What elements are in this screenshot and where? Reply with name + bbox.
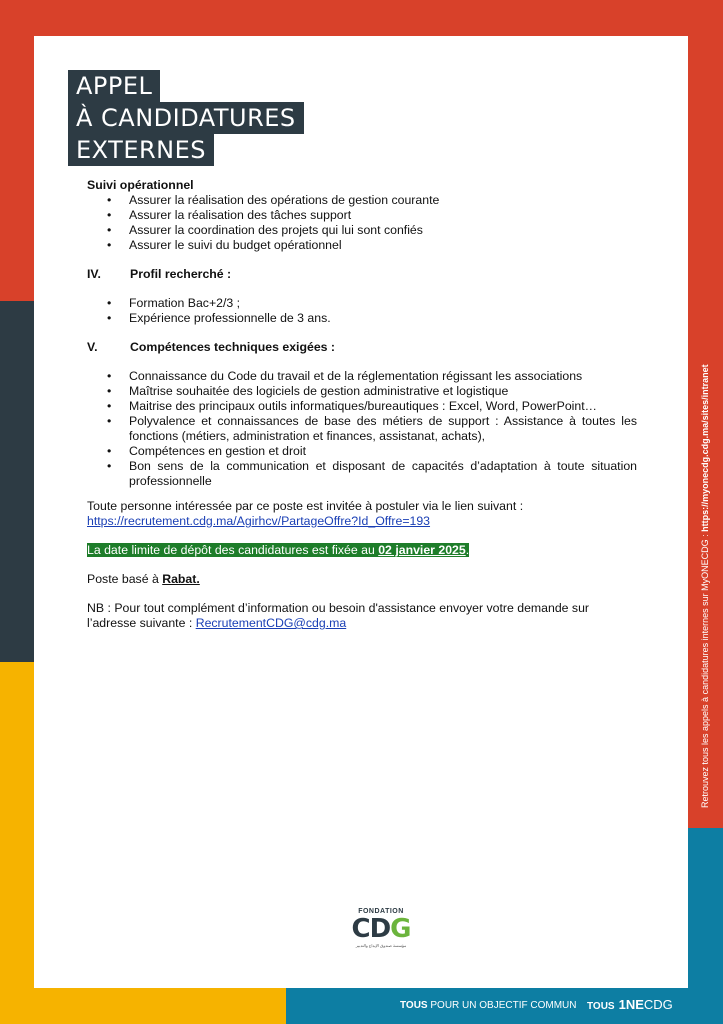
slogan-bold: TOUS <box>400 1000 428 1011</box>
nb-line <box>87 601 637 631</box>
list-item: • Assurer la coordination des projets qui lui sont confiés <box>107 223 637 238</box>
deadline-text: La date limite de dépôt des candidatures est fixée au <box>87 543 379 557</box>
profil-number: IV. <box>87 267 101 281</box>
frame-left-yellow-band <box>0 662 34 1024</box>
competences-list <box>107 369 637 489</box>
frame-left-red-band <box>0 36 34 301</box>
footer-slogan <box>400 1000 577 1011</box>
side-text: Retrouvez tous les appels à candidatures internes sur MyONECDG : <box>700 531 710 808</box>
brand-cdg: CDG <box>643 997 673 1012</box>
list-item: • Assurer le suivi du budget opérationnel <box>107 238 637 253</box>
logo-top-text: FONDATION <box>358 908 404 915</box>
nb-text: NB : Pour tout complément d’information ou besoin d'assistance envoyer votre demande sur l’adresse suivante : <box>87 601 590 630</box>
logo-mark <box>340 915 422 943</box>
slogan-rest: POUR UN OBJECTIF COMMUN <box>427 1000 577 1011</box>
brand-tous: TOUS <box>587 1001 615 1012</box>
competences-number: V. <box>87 340 98 354</box>
suivi-list <box>107 193 637 253</box>
list-item: • Polyvalence et connaissances de base des métiers de support : Assistance à toutes les fonctions (métiers, administration et finances, assistanat, achats), <box>107 414 637 444</box>
deadline-line <box>87 543 637 558</box>
frame-top-band <box>0 0 723 36</box>
title-line-2: À CANDIDATURES <box>68 102 304 134</box>
location-line <box>87 572 637 587</box>
logo-mark-b: G <box>390 914 411 944</box>
frame-left-dark-band <box>0 301 34 662</box>
footer-brand <box>587 997 673 1012</box>
list-item: • Assurer la réalisation des tâches support <box>107 208 637 223</box>
apply-text: Toute personne intéressée par ce poste est invitée à postuler via le lien suivant : <box>87 499 524 513</box>
apply-link[interactable]: https://recrutement.cdg.ma/Agirhcv/PartageOffre?Id_Offre=193 <box>87 514 431 528</box>
profil-heading <box>87 267 637 282</box>
location-text: Poste basé à <box>87 572 163 586</box>
list-item: • Maîtrise souhaitée des logiciels de gestion administrative et logistique <box>107 384 637 399</box>
fondation-cdg-logo <box>340 908 422 970</box>
profil-list <box>107 296 637 326</box>
list-item: • Compétences en gestion et droit <box>107 444 637 459</box>
deadline-end: . <box>465 543 470 557</box>
suivi-heading: Suivi opérationnel <box>87 178 194 192</box>
deadline-date: 02 janvier 2025 <box>378 543 466 557</box>
list-item: • Maitrise des principaux outils informatiques/bureautiques : Excel, Word, PowerPoint… <box>107 399 637 414</box>
location-city: Rabat. <box>162 572 200 586</box>
competences-heading <box>87 340 637 355</box>
frame-bottom-yellow-band <box>0 988 286 1024</box>
brand-one: 1NE <box>618 997 644 1012</box>
title-line-3: EXTERNES <box>68 134 214 166</box>
title-line-1: APPEL <box>68 70 160 102</box>
list-item: • Expérience professionnelle de 3 ans. <box>107 311 637 326</box>
profil-title: Profil recherché : <box>130 267 232 281</box>
document-content <box>87 178 637 631</box>
nb-email-link[interactable]: RecrutementCDG@cdg.ma <box>195 616 347 630</box>
deadline-highlight <box>87 543 469 557</box>
logo-mark-a: CD <box>351 914 391 944</box>
side-vertical-text <box>700 364 710 808</box>
list-item: • Assurer la réalisation des opérations de gestion courante <box>107 193 637 208</box>
list-item: • Formation Bac+2/3 ; <box>107 296 637 311</box>
list-item: • Connaissance du Code du travail et de la réglementation régissant les associations <box>107 369 637 384</box>
side-link[interactable]: https://myonecdg.cdg.ma/sites/intranet <box>700 364 710 532</box>
logo-subtitle: مؤسسة صندوق الإيداع والتدبير <box>355 943 407 948</box>
list-item: • Bon sens de la communication et disposant de capacités d’adaptation à toute situation professionnelle <box>107 459 637 489</box>
competences-title: Compétences techniques exigées : <box>130 340 336 354</box>
